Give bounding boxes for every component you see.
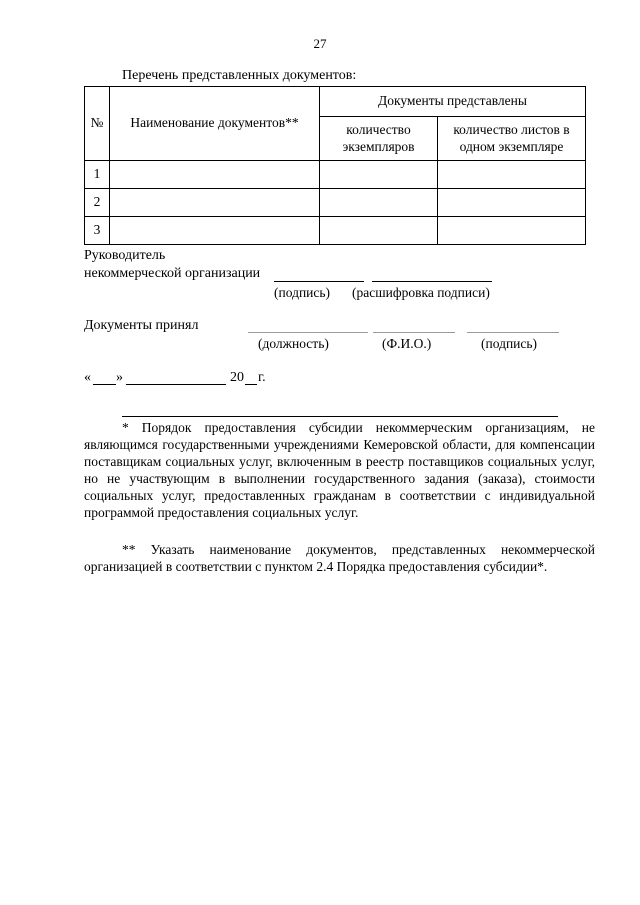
- row-copies: [320, 189, 438, 217]
- row-copies: [320, 217, 438, 245]
- date-day-line: [93, 384, 116, 385]
- footnote-separator: [122, 416, 558, 417]
- header-document-name: Наименование документов**: [110, 87, 320, 161]
- page-number: 27: [313, 36, 327, 51]
- documents-table: [84, 86, 586, 245]
- date-year-suffix: г.: [258, 370, 266, 385]
- head-signature-line: [274, 281, 364, 282]
- header-documents-provided: Документы представлены: [320, 87, 586, 117]
- header-number: №: [85, 87, 110, 161]
- footnote-2: ** Указать наименование документов, представленных некоммерческой организацией в соответствии с пунктом 2.4 Порядка предоставления субсидии*.: [84, 542, 595, 574]
- accepted-label: Документы принял: [84, 318, 199, 333]
- row-copies: [320, 161, 438, 189]
- row-number: 3: [85, 217, 110, 245]
- accepted-signature-caption: (подпись): [481, 336, 538, 351]
- row-sheets: [438, 217, 586, 245]
- table-row: [85, 217, 586, 245]
- accepted-signature-line: [467, 332, 559, 333]
- row-sheets: [438, 189, 586, 217]
- accepted-name-caption: (Ф.И.О.): [382, 336, 432, 351]
- head-signature-caption: (подпись): [274, 285, 331, 300]
- head-title: Руководитель: [84, 248, 166, 263]
- row-document-name: [110, 189, 320, 217]
- row-document-name: [110, 161, 320, 189]
- row-sheets: [438, 161, 586, 189]
- head-decoding-line: [372, 281, 492, 282]
- head-organization-label: некоммерческой организации: [84, 266, 261, 281]
- date-close-quote: »: [116, 370, 123, 385]
- table-row: [85, 189, 586, 217]
- accepted-name-line: [373, 332, 455, 333]
- date-year-prefix: 20: [230, 370, 244, 385]
- documents-list-title: Перечень представленных документов:: [122, 68, 357, 83]
- head-decoding-caption: (расшифровка подписи): [352, 285, 490, 300]
- footnote-1: * Порядок предоставления субсидии некоммерческим организациям, не являющимся государственными учреждениями Кемеровской области, для компенсации поставщикам социальных услуг, включенным в реестр поставщиков социальных услуг, но не участвующим в выполнении государственного задания (заказа), стоимости социальных услуг, предоставленных гражданам в соответствии с индивидуальной программой предоставления социальных услуг.: [84, 420, 595, 520]
- header-copies-count: количество экземпляров: [320, 117, 438, 161]
- row-document-name: [110, 217, 320, 245]
- table-row: [85, 161, 586, 189]
- accepted-position-line: [248, 332, 368, 333]
- accepted-position-caption: (должность): [258, 336, 329, 351]
- date-month-line: [126, 384, 226, 385]
- header-sheets-count: количество листов в одном экземпляре: [438, 117, 586, 161]
- date-year-line: [245, 384, 257, 385]
- row-number: 1: [85, 161, 110, 189]
- row-number: 2: [85, 189, 110, 217]
- date-open-quote: «: [84, 370, 91, 385]
